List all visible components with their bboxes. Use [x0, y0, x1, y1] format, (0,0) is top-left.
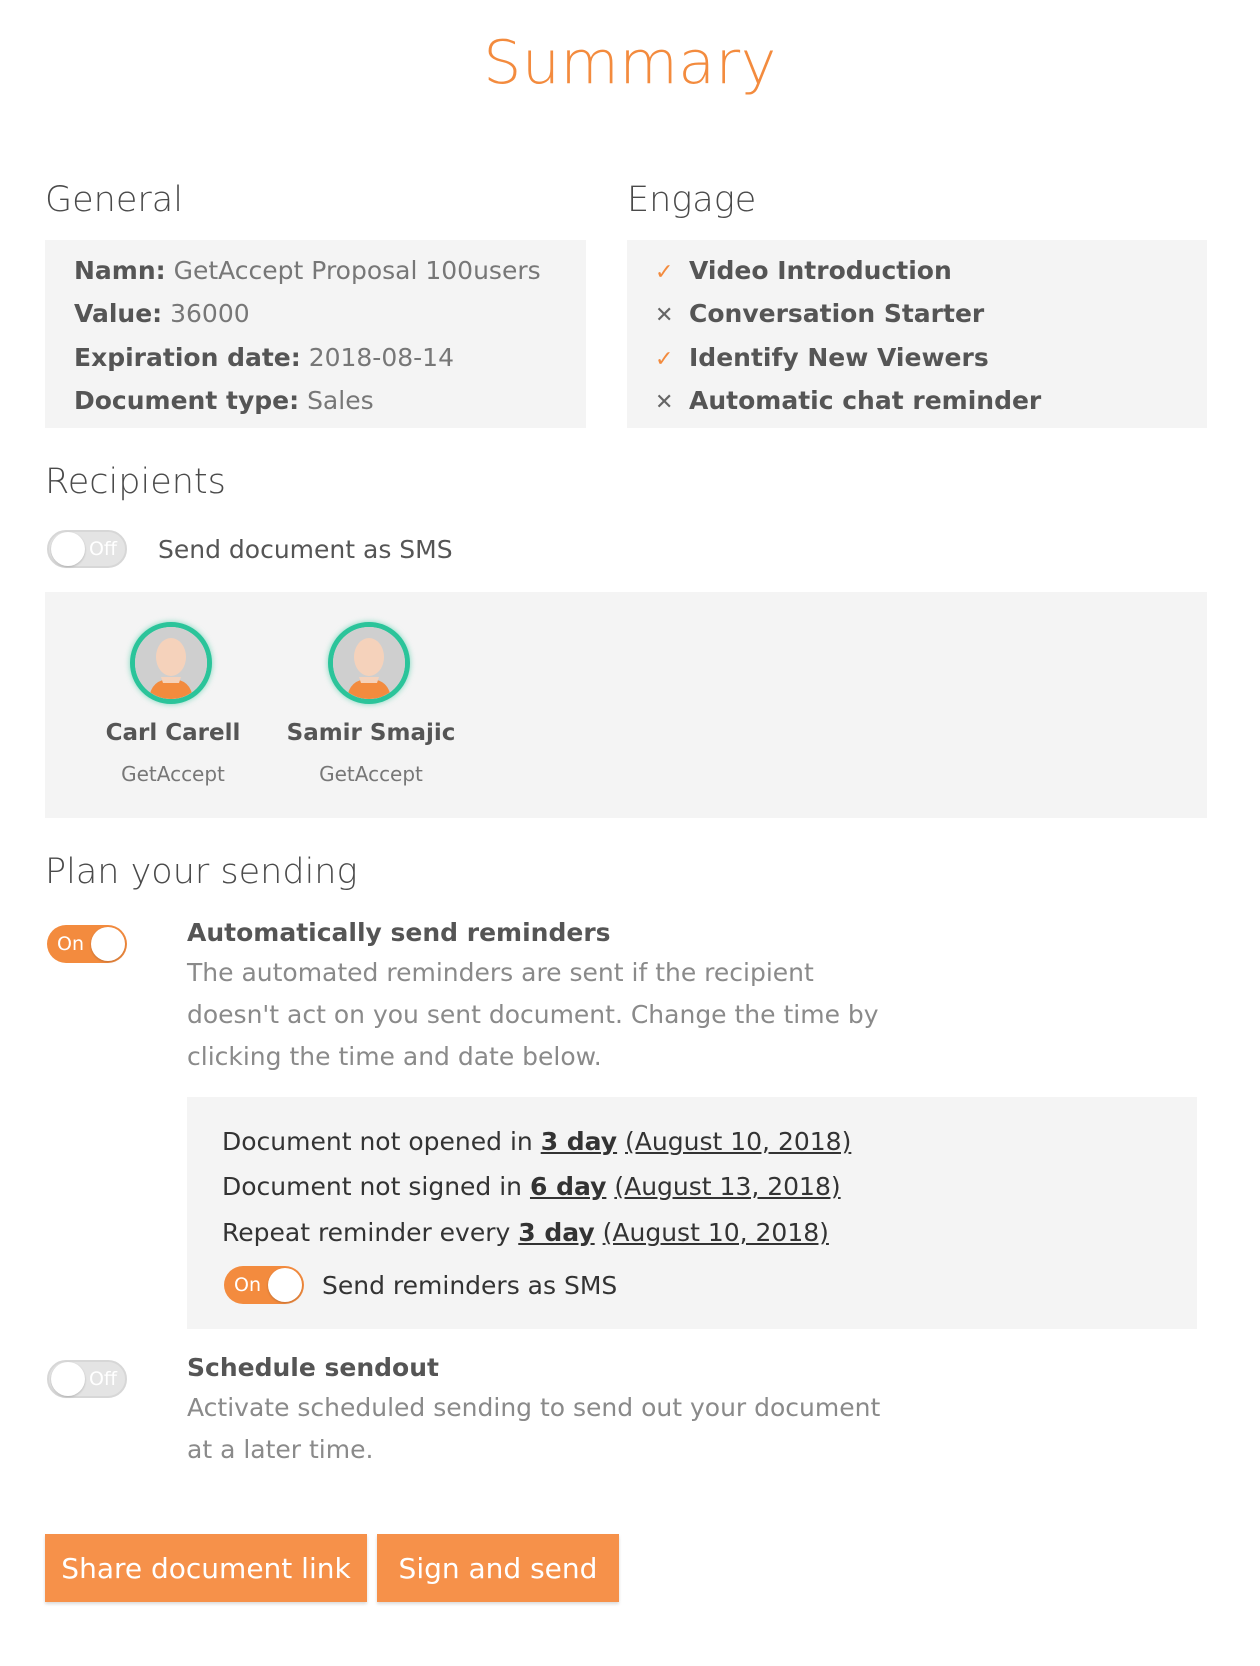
- toggle-knob: [91, 927, 125, 961]
- reminder-not-signed: Document not signed in 6 day (August 13, 2018): [222, 1172, 841, 1201]
- reminder-days-link[interactable]: 3 day: [540, 1127, 618, 1156]
- sign-and-send-button[interactable]: Sign and send: [377, 1534, 619, 1602]
- schedule-sendout-title: Schedule sendout: [187, 1353, 439, 1382]
- reminder-repeat: Repeat reminder every 3 day (August 10, 2018): [222, 1218, 829, 1247]
- general-field-expiration: Expiration date: 2018-08-14: [74, 343, 454, 372]
- engage-item-conversation: ✕ Conversation Starter: [655, 297, 984, 333]
- reminder-date-link[interactable]: (August 13, 2018): [614, 1172, 841, 1201]
- reminders-sms-label: Send reminders as SMS: [322, 1271, 618, 1300]
- page-title: Summary: [483, 28, 777, 98]
- engage-heading: Engage: [627, 180, 757, 220]
- engage-item-video: ✓ Video Introduction: [655, 254, 952, 290]
- toggle-knob: [51, 532, 85, 566]
- plan-heading: Plan your sending: [45, 852, 358, 892]
- cross-icon: ✕: [655, 303, 674, 328]
- check-icon: ✓: [655, 260, 674, 285]
- check-icon: ✓: [655, 347, 674, 372]
- avatar[interactable]: [328, 622, 410, 704]
- auto-reminders-toggle[interactable]: [47, 925, 127, 963]
- general-heading: General: [45, 180, 183, 220]
- engage-item-chat-reminder: ✕ Automatic chat reminder: [655, 384, 1041, 420]
- toggle-knob: [51, 1362, 85, 1396]
- recipient-name: Samir Smajic: [286, 720, 456, 746]
- reminder-date-link[interactable]: (August 10, 2018): [625, 1127, 852, 1156]
- auto-reminders-description: The automated reminders are sent if the recipient doesn't act on you sent document. Change the time by clicking the time and date below.: [187, 958, 879, 1071]
- toggle-state: On: [57, 933, 84, 955]
- schedule-sendout-description: Activate scheduled sending to send out your document at a later time.: [187, 1393, 881, 1464]
- avatar[interactable]: [130, 622, 212, 704]
- reminders-sms-toggle[interactable]: [224, 1266, 304, 1304]
- recipient-company: GetAccept: [319, 762, 423, 786]
- reminder-days-link[interactable]: 6 day: [529, 1172, 607, 1201]
- general-field-name: Namn: GetAccept Proposal 100users: [74, 256, 541, 285]
- person-icon: [135, 627, 207, 699]
- reminder-not-opened: Document not opened in 3 day (August 10, 2018): [222, 1127, 852, 1156]
- auto-reminders-title: Automatically send reminders: [187, 918, 611, 947]
- person-icon: [333, 627, 405, 699]
- send-as-sms-label: Send document as SMS: [158, 535, 453, 564]
- recipient-company: GetAccept: [121, 762, 225, 786]
- recipient-name: Carl Carell: [105, 720, 241, 746]
- general-field-value: Value: 36000: [74, 299, 250, 328]
- toggle-state: Off: [88, 538, 117, 560]
- share-document-link-button[interactable]: Share document link: [45, 1534, 367, 1602]
- toggle-state: On: [234, 1274, 261, 1296]
- toggle-knob: [268, 1268, 302, 1302]
- send-as-sms-toggle[interactable]: [47, 530, 127, 568]
- toggle-state: Off: [88, 1368, 117, 1390]
- engage-item-identify: ✓ Identify New Viewers: [655, 341, 989, 377]
- cross-icon: ✕: [655, 390, 674, 415]
- general-field-doctype: Document type: Sales: [74, 386, 374, 415]
- schedule-sendout-toggle[interactable]: [47, 1360, 127, 1398]
- reminder-days-link[interactable]: 3 day: [518, 1218, 595, 1247]
- reminder-date-link[interactable]: (August 10, 2018): [602, 1218, 829, 1247]
- recipients-heading: Recipients: [45, 462, 226, 502]
